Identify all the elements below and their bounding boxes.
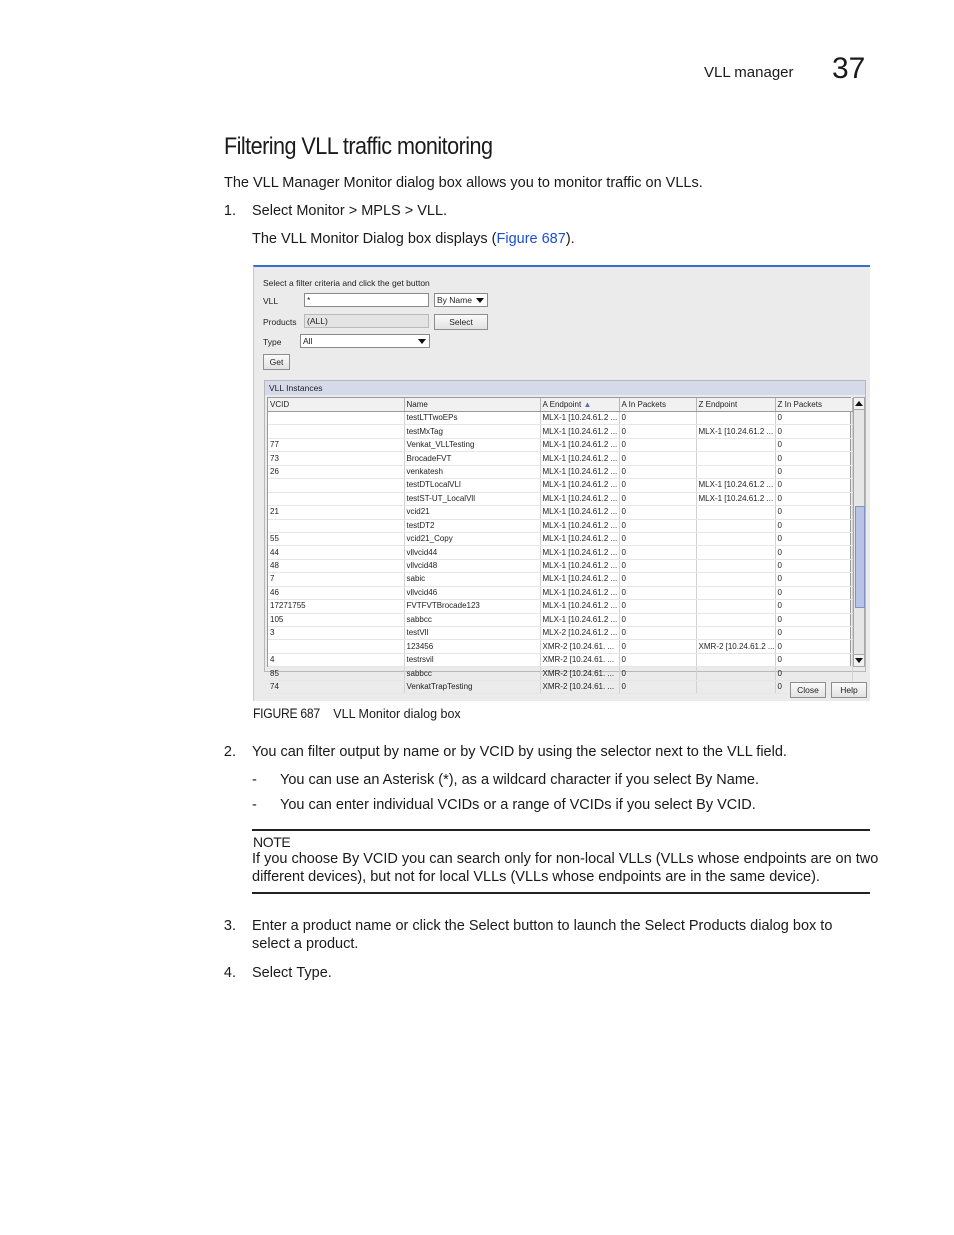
- cell-vcid: 44: [268, 546, 404, 559]
- cell-vcid: 48: [268, 559, 404, 572]
- cell-z-in-packets: 0: [775, 573, 852, 586]
- type-value: All: [303, 336, 313, 346]
- table-row[interactable]: [268, 600, 852, 613]
- select-button[interactable]: Select: [434, 314, 488, 330]
- select-button-ref: Select: [468, 918, 510, 934]
- cell-vcid: 4: [268, 653, 404, 666]
- table-row[interactable]: [268, 506, 852, 519]
- bullet-text: You can use an Asterisk (*), as a wildcard character if you select: [280, 772, 696, 788]
- cell-a-in-packets: 0: [619, 492, 696, 505]
- cell-a-in-packets: 0: [619, 479, 696, 492]
- cell-a-in-packets: 0: [619, 559, 696, 572]
- cell-name: vllvcid48: [404, 559, 540, 572]
- table-row[interactable]: [268, 573, 852, 586]
- step-3-line-2: select a product.: [252, 936, 359, 952]
- cell-a-in-packets: 0: [619, 438, 696, 451]
- cell-z-in-packets: 0: [775, 519, 852, 532]
- close-button[interactable]: Close: [790, 682, 826, 698]
- cell-a-endpoint: MLX-1 [10.24.61.2 ...: [540, 452, 619, 465]
- cell-z-endpoint: XMR-2 [10.24.61.2 ...: [696, 640, 775, 653]
- get-button[interactable]: Get: [263, 354, 290, 370]
- cell-name: vcid21_Copy: [404, 532, 540, 545]
- figure-label: FIGURE 687: [253, 706, 320, 721]
- option-by-name: By Name: [695, 772, 755, 788]
- option-by-vcid: By VCID: [342, 851, 398, 867]
- vll-mode-value: By Name: [437, 295, 472, 305]
- table-row[interactable]: [268, 613, 852, 626]
- cell-z-in-packets: 0: [775, 546, 852, 559]
- cell-a-in-packets: 0: [619, 613, 696, 626]
- cell-z-endpoint: [696, 559, 775, 572]
- filter-instruction: Select a filter criteria and click the get button: [263, 278, 430, 288]
- cell-z-endpoint: [696, 627, 775, 640]
- cell-z-endpoint: [696, 667, 775, 680]
- cell-name: testVll: [404, 627, 540, 640]
- table-row[interactable]: [268, 532, 852, 545]
- cell-vcid: [268, 640, 404, 653]
- type-select[interactable]: [300, 334, 430, 348]
- cell-vcid: [268, 412, 404, 425]
- cell-z-in-packets: 0: [775, 532, 852, 545]
- cell-a-endpoint: XMR-2 [10.24.61. ...: [540, 640, 619, 653]
- cell-z-endpoint: [696, 506, 775, 519]
- cell-name: testrsvil: [404, 653, 540, 666]
- step-number: 3.: [223, 918, 236, 934]
- step-text: Enter a product name or click the: [252, 918, 469, 934]
- cell-z-in-packets: 0: [775, 479, 852, 492]
- cell-z-endpoint: [696, 465, 775, 478]
- step-1: [252, 202, 447, 220]
- column-header-vcid[interactable]: VCID: [268, 398, 404, 412]
- intro-paragraph: The VLL Manager Monitor dialog box allows you to monitor traffic on VLLs.: [224, 175, 703, 191]
- chevron-down-icon: [476, 298, 484, 303]
- cell-vcid: 85: [268, 667, 404, 680]
- cell-name: vllvcid46: [404, 586, 540, 599]
- cell-a-endpoint: MLX-1 [10.24.61.2 ...: [540, 613, 619, 626]
- note-line-1: [252, 850, 878, 868]
- column-header-a-endpoint[interactable]: [540, 398, 619, 412]
- cell-vcid: 26: [268, 465, 404, 478]
- cell-a-in-packets: 0: [619, 519, 696, 532]
- step-1-result: [252, 230, 575, 248]
- vll-label: VLL: [263, 296, 279, 306]
- cell-z-endpoint: [696, 600, 775, 613]
- column-header-z-in-packets[interactable]: Z In Packets: [775, 398, 852, 412]
- cell-name: testDTLocalVLl: [404, 479, 540, 492]
- cell-a-in-packets: 0: [619, 532, 696, 545]
- table-row[interactable]: [268, 546, 852, 559]
- cell-z-endpoint: [696, 412, 775, 425]
- cell-z-endpoint: [696, 680, 775, 693]
- step-number: 2.: [223, 744, 236, 760]
- cell-vcid: 3: [268, 627, 404, 640]
- cell-vcid: 77: [268, 438, 404, 451]
- step-text: dialog box to: [746, 918, 833, 934]
- cell-name: sabbcc: [404, 613, 540, 626]
- cell-z-in-packets: 0: [775, 667, 852, 680]
- cell-a-in-packets: 0: [619, 412, 696, 425]
- cell-z-in-packets: 0: [775, 613, 852, 626]
- figure-link[interactable]: Figure 687: [496, 231, 566, 247]
- cell-name: venkatesh: [404, 465, 540, 478]
- cell-a-endpoint: MLX-1 [10.24.61.2 ...: [540, 586, 619, 599]
- products-field[interactable]: (ALL): [304, 314, 429, 328]
- bullet-dash: -: [252, 797, 257, 813]
- cell-name: vllvcid44: [404, 546, 540, 559]
- bullet-text: You can enter individual VCIDs or a range of VCIDs if you select: [280, 797, 697, 813]
- cell-a-endpoint: MLX-1 [10.24.61.2 ...: [540, 412, 619, 425]
- cell-z-in-packets: 0: [775, 425, 852, 438]
- chapter-number: 37: [832, 52, 866, 85]
- cell-z-in-packets: 0: [775, 438, 852, 451]
- note-line-2: different devices), but not for local VLLs (VLLs whose endpoints are in the same device).: [252, 869, 820, 885]
- cell-z-in-packets: 0: [775, 559, 852, 572]
- step-text: .: [327, 965, 332, 981]
- cell-a-endpoint: MLX-1 [10.24.61.2 ...: [540, 492, 619, 505]
- step-text: ).: [565, 231, 575, 247]
- table-row[interactable]: [268, 667, 852, 680]
- cell-vcid: 46: [268, 586, 404, 599]
- cell-vcid: 17271755: [268, 600, 404, 613]
- cell-z-in-packets: 0: [775, 452, 852, 465]
- table-row[interactable]: [268, 465, 852, 478]
- cell-z-in-packets: 0: [775, 506, 852, 519]
- figure-caption: [253, 706, 461, 721]
- cell-z-in-packets: 0: [775, 600, 852, 613]
- table-row[interactable]: [268, 452, 852, 465]
- table-row[interactable]: [268, 412, 852, 425]
- cell-z-endpoint: [696, 532, 775, 545]
- table-header-row: [268, 398, 852, 412]
- cell-a-in-packets: 0: [619, 600, 696, 613]
- cell-z-endpoint: [696, 452, 775, 465]
- select-products-ref: Select Products: [644, 918, 747, 934]
- cell-z-endpoint: [696, 573, 775, 586]
- cell-name: sabbcc: [404, 667, 540, 680]
- cell-z-in-packets: 0: [775, 586, 852, 599]
- cell-a-endpoint: MLX-1 [10.24.61.2 ...: [540, 425, 619, 438]
- step-2: You can filter output by name or by VCID by using the selector next to the VLL field.: [252, 744, 787, 760]
- cell-a-in-packets: 0: [619, 653, 696, 666]
- cell-name: sabic: [404, 573, 540, 586]
- cell-a-in-packets: 0: [619, 640, 696, 653]
- table-scrollbar[interactable]: [853, 397, 865, 667]
- cell-a-in-packets: 0: [619, 573, 696, 586]
- cell-a-endpoint: MLX-1 [10.24.61.2 ...: [540, 506, 619, 519]
- cell-vcid: [268, 425, 404, 438]
- cell-z-in-packets: 0: [775, 680, 852, 693]
- table-row[interactable]: [268, 627, 852, 640]
- cell-a-in-packets: 0: [619, 667, 696, 680]
- cell-vcid: 55: [268, 532, 404, 545]
- cell-z-endpoint: MLX-1 [10.24.61.2 ...: [696, 479, 775, 492]
- table-row[interactable]: [268, 438, 852, 451]
- scroll-down-icon[interactable]: [854, 654, 864, 666]
- step-number: 4.: [223, 965, 236, 981]
- step-text: Select: [252, 203, 297, 219]
- vll-input[interactable]: *: [304, 293, 429, 307]
- note-text: you can search only for non-local VLLs (VLLs whose endpoints are on two: [397, 851, 879, 867]
- table-row[interactable]: [268, 640, 852, 653]
- cell-a-in-packets: 0: [619, 680, 696, 693]
- cell-name: testMxTag: [404, 425, 540, 438]
- panel-title: VLL Instances: [265, 381, 865, 395]
- cell-a-in-packets: 0: [619, 627, 696, 640]
- cell-z-endpoint: [696, 546, 775, 559]
- cell-a-endpoint: MLX-1 [10.24.61.2 ...: [540, 600, 619, 613]
- cell-name: testST-UT_LocalVll: [404, 492, 540, 505]
- cell-z-in-packets: 0: [775, 492, 852, 505]
- menu-path: Monitor > MPLS > VLL: [296, 203, 444, 219]
- cell-a-endpoint: MLX-2 [10.24.61.2 ...: [540, 627, 619, 640]
- step-text: .: [443, 203, 448, 219]
- cell-a-in-packets: 0: [619, 465, 696, 478]
- scroll-thumb[interactable]: [855, 506, 865, 608]
- note-heading: NOTE: [253, 834, 291, 850]
- cell-name: 123456: [404, 640, 540, 653]
- bullet-text: .: [751, 797, 756, 813]
- cell-vcid: 21: [268, 506, 404, 519]
- cell-a-in-packets: 0: [619, 506, 696, 519]
- cell-a-in-packets: 0: [619, 452, 696, 465]
- cell-vcid: [268, 492, 404, 505]
- table-row[interactable]: [268, 492, 852, 505]
- figure-title: VLL Monitor dialog box: [333, 707, 461, 721]
- cell-vcid: 105: [268, 613, 404, 626]
- cell-a-endpoint: MLX-1 [10.24.61.2 ...: [540, 479, 619, 492]
- cell-z-in-packets: 0: [775, 640, 852, 653]
- cell-z-endpoint: [696, 438, 775, 451]
- cell-vcid: 73: [268, 452, 404, 465]
- chevron-down-icon: [418, 339, 426, 344]
- cell-name: BrocadeFVT: [404, 452, 540, 465]
- cell-z-endpoint: MLX-1 [10.24.61.2 ...: [696, 425, 775, 438]
- step-3: [252, 917, 832, 935]
- bullet-2: [280, 796, 756, 814]
- scroll-up-icon[interactable]: [854, 398, 864, 410]
- cell-a-endpoint: XMR-2 [10.24.61. ...: [540, 680, 619, 693]
- table-row[interactable]: [268, 479, 852, 492]
- cell-name: vcid21: [404, 506, 540, 519]
- vll-mode-select[interactable]: [434, 293, 488, 307]
- cell-z-endpoint: [696, 653, 775, 666]
- cell-a-endpoint: MLX-1 [10.24.61.2 ...: [540, 465, 619, 478]
- bullet-text: .: [754, 772, 760, 788]
- cell-a-endpoint: MLX-1 [10.24.61.2 ...: [540, 573, 619, 586]
- cell-name: testDT2: [404, 519, 540, 532]
- table-row[interactable]: [268, 653, 852, 666]
- table-row[interactable]: [268, 680, 852, 693]
- cell-vcid: 7: [268, 573, 404, 586]
- cell-a-endpoint: MLX-1 [10.24.61.2 ...: [540, 559, 619, 572]
- table-row[interactable]: [268, 586, 852, 599]
- column-header-label: A Endpoint: [542, 400, 582, 409]
- products-label: Products: [263, 317, 297, 327]
- note-text: If you choose: [252, 851, 343, 867]
- type-label: Type: [263, 337, 282, 347]
- cell-a-endpoint: XMR-2 [10.24.61. ...: [540, 667, 619, 680]
- cell-z-endpoint: MLX-1 [10.24.61.2 ...: [696, 492, 775, 505]
- table-row[interactable]: [268, 425, 852, 438]
- cell-a-endpoint: MLX-1 [10.24.61.2 ...: [540, 546, 619, 559]
- table-row[interactable]: [268, 519, 852, 532]
- cell-name: Venkat_VLLTesting: [404, 438, 540, 451]
- column-header-name[interactable]: Name: [404, 398, 540, 412]
- step-4: [252, 964, 332, 982]
- dialog-name: VLL Monitor: [281, 231, 359, 247]
- step-number: 1.: [223, 203, 236, 219]
- step-text: Select: [252, 965, 297, 981]
- sort-ascending-icon: ▲: [583, 400, 592, 409]
- cell-z-in-packets: 0: [775, 412, 852, 425]
- cell-name: testLTTwoEPs: [404, 412, 540, 425]
- cell-a-in-packets: 0: [619, 425, 696, 438]
- column-header-a-in-packets[interactable]: A In Packets: [619, 398, 696, 412]
- cell-name: FVTFVTBrocade123: [404, 600, 540, 613]
- cell-a-in-packets: 0: [619, 546, 696, 559]
- running-header-section: VLL manager: [704, 64, 794, 81]
- step-text: Dialog box displays (: [358, 231, 497, 247]
- cell-vcid: [268, 519, 404, 532]
- column-header-z-endpoint[interactable]: Z Endpoint: [696, 398, 775, 412]
- type-ref: Type: [296, 965, 328, 981]
- cell-a-endpoint: XMR-2 [10.24.61. ...: [540, 653, 619, 666]
- cell-a-endpoint: MLX-1 [10.24.61.2 ...: [540, 519, 619, 532]
- cell-z-in-packets: 0: [775, 627, 852, 640]
- table-row[interactable]: [268, 559, 852, 572]
- step-text: button to launch the: [509, 918, 645, 934]
- cell-z-in-packets: 0: [775, 465, 852, 478]
- cell-name: VenkatTrapTesting: [404, 680, 540, 693]
- cell-a-in-packets: 0: [619, 586, 696, 599]
- cell-a-endpoint: MLX-1 [10.24.61.2 ...: [540, 438, 619, 451]
- section-title: Filtering VLL traffic monitoring: [224, 133, 493, 160]
- cell-vcid: [268, 479, 404, 492]
- option-by-vcid: By VCID: [696, 797, 752, 813]
- vll-monitor-dialog: [253, 265, 870, 701]
- cell-a-endpoint: MLX-1 [10.24.61.2 ...: [540, 532, 619, 545]
- bullet-dash: -: [252, 772, 257, 788]
- cell-z-endpoint: [696, 519, 775, 532]
- bullet-1: [280, 771, 759, 789]
- cell-vcid: 74: [268, 680, 404, 693]
- cell-z-in-packets: 0: [775, 653, 852, 666]
- cell-z-endpoint: [696, 613, 775, 626]
- step-text: The: [252, 231, 282, 247]
- help-button[interactable]: Help: [831, 682, 867, 698]
- cell-z-endpoint: [696, 586, 775, 599]
